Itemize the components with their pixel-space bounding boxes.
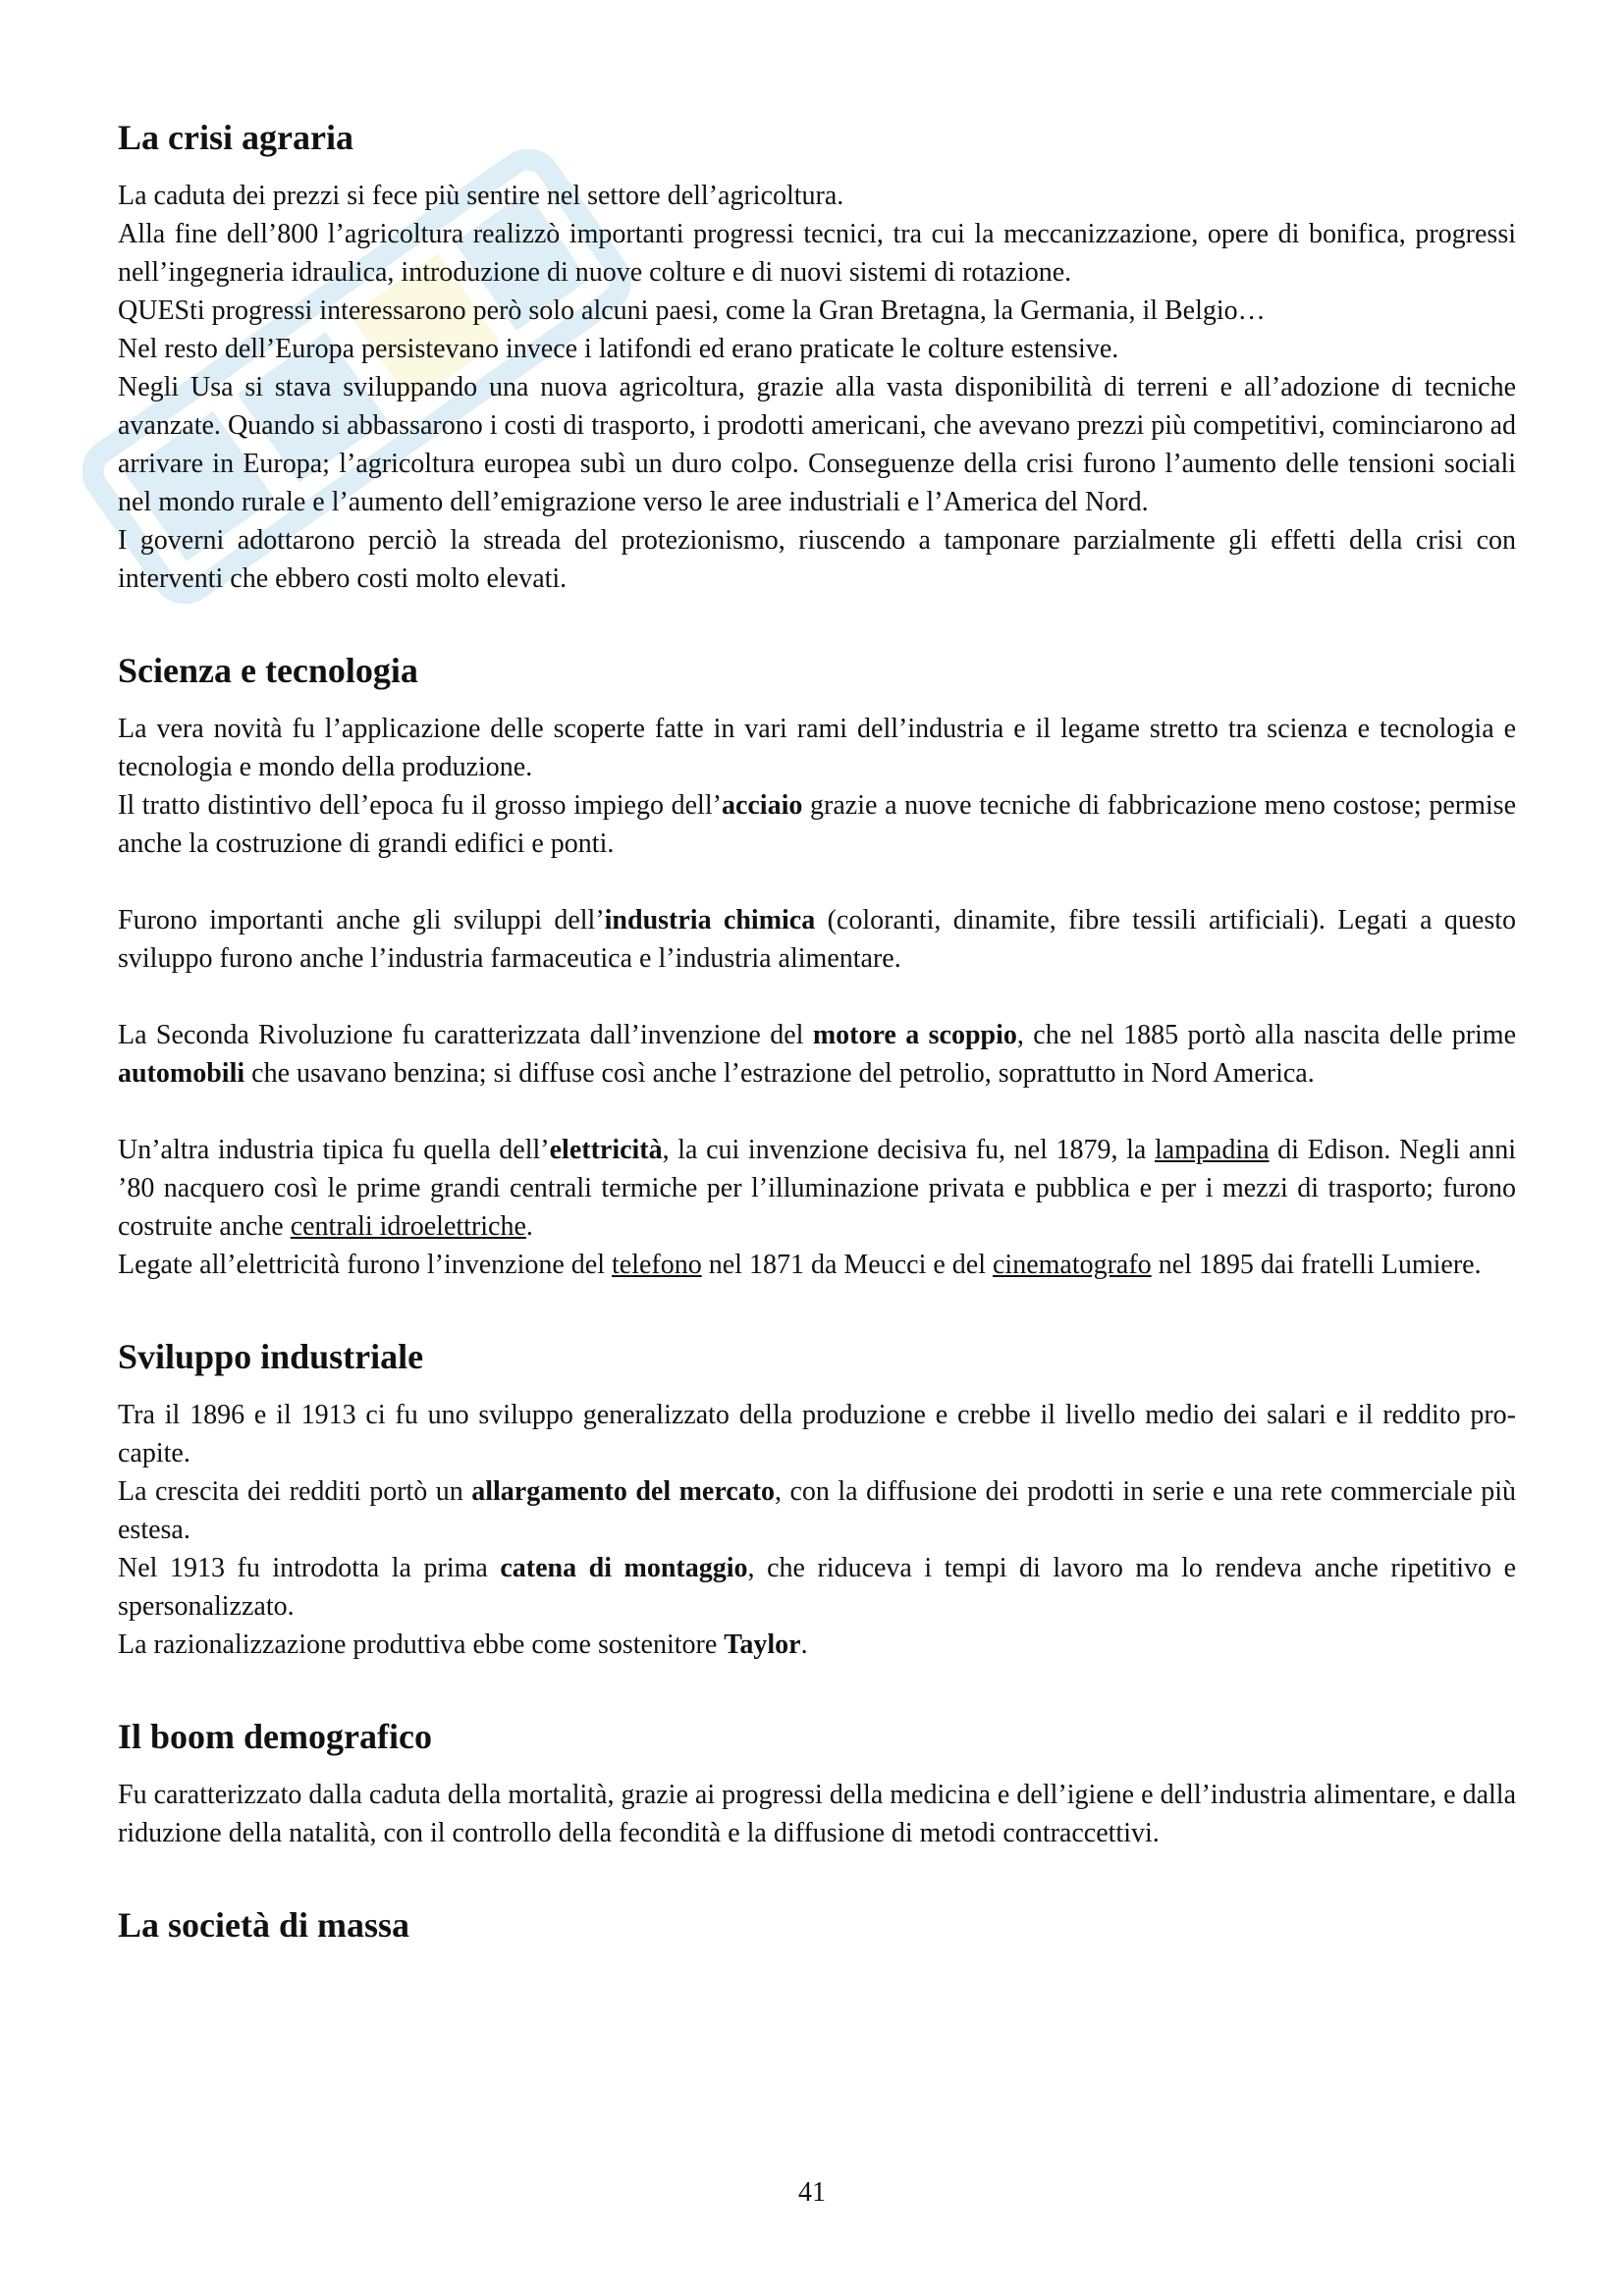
text-run: Tra il 1896 e il 1913 ci fu uno sviluppo generalizzato della produzione e crebbe il livello medio dei salari e il reddito pro-capite.: [118, 1400, 1516, 1468]
underlined-term: cinematografo: [992, 1250, 1152, 1280]
text-run: Il tratto distintivo dell’epoca fu il grosso impiego dell’: [118, 790, 722, 821]
section: [118, 649, 1516, 1284]
section: [118, 1715, 1516, 1852]
paragraph: [118, 1246, 1516, 1284]
bold-term: industria chimica: [604, 905, 816, 935]
section-heading: Scienza e tecnologia: [118, 651, 418, 690]
paragraph: [118, 1396, 1516, 1472]
document-page: [118, 116, 1516, 1998]
bold-term: catena di montaggio: [500, 1553, 748, 1583]
paragraph: [118, 786, 1516, 863]
paragraph: [118, 215, 1516, 292]
section: [118, 1903, 1516, 1947]
underlined-term: centrali idroelettriche: [290, 1211, 526, 1242]
text-run: La caduta dei prezzi si fece più sentire nel settore dell’agricoltura.: [118, 181, 844, 211]
text-run: nel 1871 da Meucci e del: [701, 1250, 993, 1280]
section-heading: Il boom demografico: [118, 1717, 432, 1756]
bold-term: automobili: [118, 1058, 245, 1089]
paragraph: [118, 1626, 1516, 1664]
paragraph: [118, 330, 1516, 368]
text-run: .: [525, 1211, 533, 1242]
bold-term: motore a scoppio: [812, 1020, 1017, 1050]
section: [118, 1335, 1516, 1664]
section: [118, 116, 1516, 598]
text-run: La Seconda Rivoluzione fu caratterizzata dall’invenzione del: [118, 1020, 813, 1050]
text-run: La razionalizzazione produttiva ebbe come sostenitore: [118, 1629, 725, 1660]
text-run: La vera novità fu l’applicazione delle scoperte fatte in vari rami dell’industria e il legame stretto tra scienza e tecnologia e tecnologia e mondo della produzione.: [118, 714, 1516, 782]
paragraph: [118, 1776, 1516, 1852]
text-run: , che nel 1885 portò alla nascita delle prime: [1016, 1020, 1517, 1050]
paragraph: [118, 710, 1516, 786]
underlined-term: telefono: [612, 1250, 702, 1280]
paragraph: [118, 901, 1516, 978]
paragraph: [118, 1549, 1516, 1626]
text-run: Un’altra industria tipica fu quella dell’: [118, 1135, 550, 1165]
bold-term: elettricità: [549, 1135, 663, 1165]
paragraph: [118, 177, 1516, 215]
underlined-term: lampadina: [1154, 1135, 1270, 1165]
text-run: grazie a nuove tecniche di fabbricazione meno costose; permise anche la costruzione di grandi edifici e ponti.: [118, 790, 1517, 859]
text-run: , la cui invenzione decisiva fu, nel 1879, la: [662, 1135, 1155, 1165]
bold-term: allargamento del mercato: [471, 1476, 776, 1507]
text-run: Legate all’elettricità furono l’invenzione del: [118, 1250, 612, 1280]
paragraph: [118, 368, 1516, 521]
bold-term: acciaio: [721, 790, 803, 821]
paragraph: [118, 1131, 1516, 1246]
paragraph: [118, 292, 1516, 330]
text-run: Nel resto dell’Europa persistevano invece i latifondi ed erano praticate le colture estensive.: [118, 334, 1119, 364]
text-run: , con la diffusione dei prodotti in serie e una rete commerciale più estesa.: [118, 1476, 1517, 1545]
text-run: (coloranti, dinamite, fibre tessili artificiali). Legati a questo sviluppo furono anche l’industria farmaceutica e l’industria alimentare.: [118, 905, 1516, 974]
text-run: di Edison. Negli anni ’80 nacquero così le prime grandi centrali termiche per l’illuminazione privata e pubblica e per i mezzi di trasporto; furono costruite anche: [118, 1135, 1517, 1242]
text-run: nel 1895 dai fratelli Lumiere.: [1151, 1250, 1482, 1280]
paragraph: [118, 1472, 1516, 1549]
text-run: Fu caratterizzato dalla caduta della mortalità, grazie ai progressi della medicina e dell’igiene e dell’industria alimentare, e dalla riduzione della natalità, con il controllo della fecondità e la diffusione di metodi contraccettivi.: [118, 1780, 1516, 1848]
text-run: Negli Usa si stava sviluppando una nuova agricoltura, grazie alla vasta disponibilità di terreni e all’adozione di tecniche avanzate. Quando si abbassarono i costi di trasporto, i prodotti americani, che avevano prezzi più competitivi, cominciarono ad arrivare in Europa; l’agricoltura europea subì un duro colpo. Conseguenze della crisi furono l’aumento delle tensioni sociali nel mondo rurale e l’aumento dell’emigrazione verso le aree industriali e l’America del Nord.: [118, 372, 1516, 517]
page-number: 41: [798, 2177, 826, 2208]
text-run: che usavano benzina; si diffuse così anche l’estrazione del petrolio, soprattutto in Nord America.: [244, 1058, 1315, 1089]
text-run: Furono importanti anche gli sviluppi dell’: [118, 905, 605, 935]
text-run: I governi adottarono perciò la streada del protezionismo, riuscendo a tamponare parzialmente gli effetti della crisi con interventi che ebbero costi molto elevati.: [118, 525, 1516, 594]
text-run: Nel 1913 fu introdotta la prima: [118, 1553, 501, 1583]
text-run: Alla fine dell’800 l’agricoltura realizzò importanti progressi tecnici, tra cui la meccanizzazione, opere di bonifica, progressi nell’ingegneria idraulica, introduzione di nuove colture e di nuovi sistemi di rotazione.: [118, 219, 1516, 288]
paragraph: [118, 1016, 1516, 1093]
section-heading: La crisi agraria: [118, 118, 353, 157]
text-run: .: [800, 1629, 808, 1660]
text-run: La crescita dei redditi portò un: [118, 1476, 472, 1507]
bold-term: Taylor: [724, 1629, 801, 1660]
text-run: QUESti progressi interessarono però solo alcuni paesi, come la Gran Bretagna, la Germania, il Belgio…: [118, 295, 1266, 326]
section-heading: La società di massa: [118, 1905, 409, 1945]
paragraph: [118, 521, 1516, 598]
text-run: , che riduceva i tempi di lavoro ma lo rendeva anche ripetitivo e spersonalizzato.: [118, 1553, 1517, 1622]
section-heading: Sviluppo industriale: [118, 1337, 424, 1376]
